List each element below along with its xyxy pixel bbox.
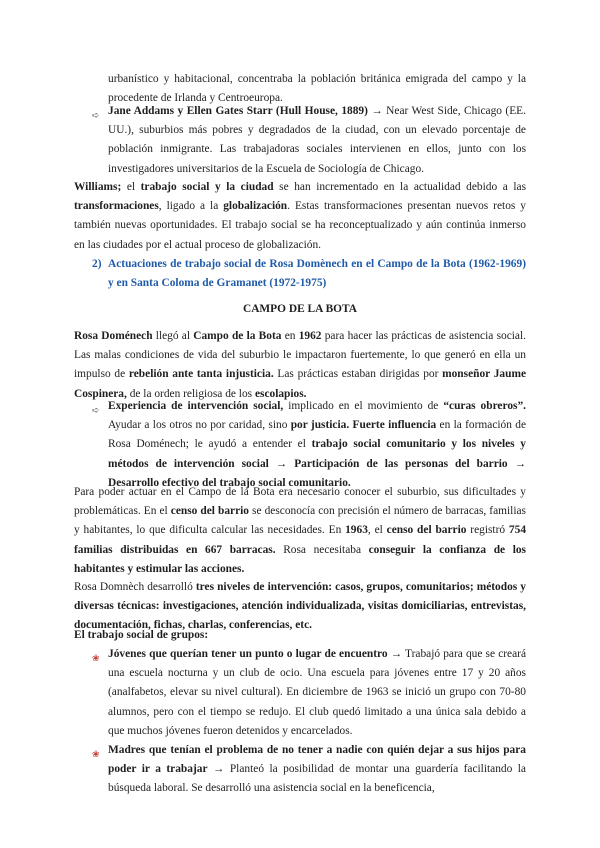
red-bullet-icon: ❀ — [92, 654, 100, 664]
hull-house-bullet: Jane Addams y Ellen Gates Starr (Hull House, 1889) → Near West Side, Chicago (EE. UU.), suburbios más pobres y degradados de la ciudad, con un elevado porcentaje de población inmigrante. Las trabajadoras sociales intervienen en ellos, junto con los investigadores universitarios de la Escuela de Sociología de Chicago. — [108, 105, 526, 175]
intro-paragraph: urbanístico y habitacional, concentraba la población británica emigrada del campo y la procedente de Irlanda y Centroeuropa. — [108, 73, 526, 105]
williams-paragraph: Williams; el trabajo social y la ciudad se han incrementado en la actualidad debido a las transformaciones, ligado a la globalización. Estas transformaciones presentan nuevos retos y también nuevas oportunidades. El trabajo social se ha reconceptualizado y aún continúa inmerso en las ciudades por el actual proceso de globalización. — [74, 181, 527, 251]
censo-paragraph: Para poder actuar en el Campo de la Bota era necesario conocer el suburbio, sus dificultades y problemáticas. En el censo del barrio se desconocía con precisión el número de barracas, familias y habitantes, lo que dificulta calcular las necesidades. En 1963, el censo del barrio registró 754 familias distribuidas en 667 barracas. Rosa necesitaba conseguir la confianza de los habitantes y estimular las acciones. — [74, 486, 527, 575]
red-bullet-icon: ❀ — [92, 750, 100, 760]
rosa-paragraph: Rosa Doménech llegó al Campo de la Bota en 1962 para hacer las prácticas de asistencia social. Las malas condiciones de vida del suburbio le impactaron fuertemente, lo que generó en ella un impulso de rebelión ante tanta injusticia. Las prácticas estaban dirigidas por monseñor Jaume Cospinera, de la orden religiosa de los escolapios. — [74, 330, 526, 400]
niveles-paragraph: Rosa Domnèch desarrolló tres niveles de intervención: casos, grupos, comunitarios; métodos y diversas técnicas: investigaciones, atención individualizada, visitas domiciliarias, entrevistas, documentación, fichas, charlas, conferencias, etc. — [74, 581, 526, 632]
section-heading: Actuaciones de trabajo social de Rosa Domènech en el Campo de la Bota (1962-1969) y en Santa Coloma de Gramanet (1972-1975) — [108, 258, 526, 290]
arrow-bullet-icon: ➪ — [92, 111, 100, 121]
arrow-bullet-icon: ➪ — [92, 406, 100, 416]
grupos-title: El trabajo social de grupos: — [74, 629, 209, 641]
madres-bullet: Madres que tenían el problema de no tener a nadie con quién dejar a sus hijos para poder ir a trabajar → Planteó la posibilidad de montar una guardería facilitando la búsqueda laboral. Se desarrolló una asistencia social en la beneficencia, — [108, 744, 526, 795]
campo-title: CAMPO DE LA BOTA — [242, 303, 358, 315]
jovenes-bullet: Jóvenes que querían tener un punto o lugar de encuentro → Trabajó para que se creará una escuela nocturna y un club de ocio. Una escuela para jóvenes entre 17 y 20 años (analfabetos, elevar su nivel cultural). En diciembre de 1963 se inició un grupo con 70-80 alumnos, pero con el tiempo se redujo. El club quedó limitado a una única sala debido a que muchos jóvenes fueron detenidos y encarcelados. — [108, 648, 526, 737]
section-number: 2) — [92, 258, 102, 270]
experiencia-bullet: Experiencia de intervención social, implicado en el movimiento de “curas obreros”. Ayudar a los otros no por caridad, sino por justicia. Fuerte influencia en la formación de Rosa Doménech; le ayudó a entender el trabajo social comunitario y los niveles y métodos de intervención social → Participación de las personas del barrio → Desarrollo efectivo del trabajo social comunitario. — [108, 400, 527, 489]
